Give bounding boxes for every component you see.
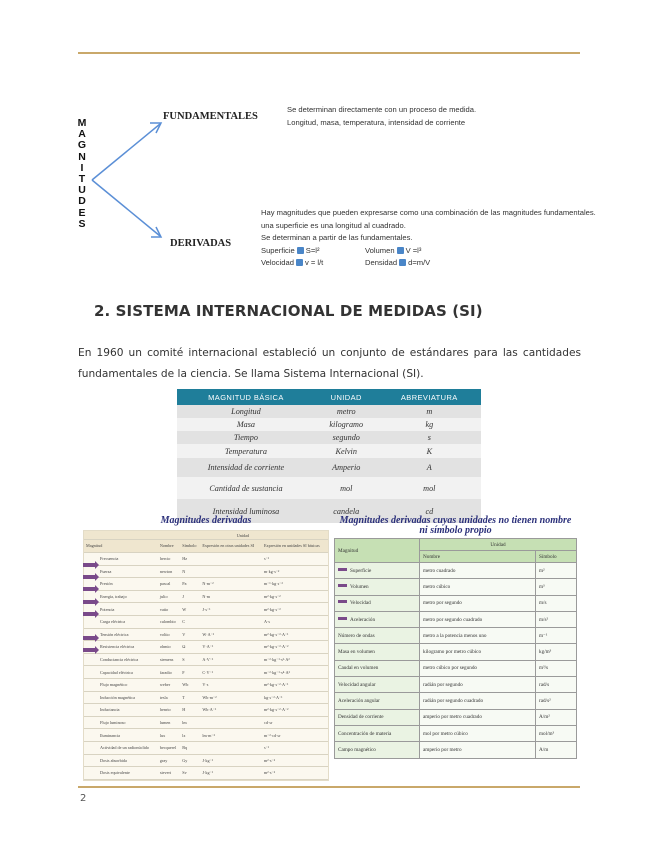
derived-cell: S [180,653,200,666]
derived-cell: T [180,691,200,704]
no-name-row [335,595,577,611]
formula-expr: v = l/t [304,258,324,267]
vertical-letter: I [80,161,84,174]
si-row [177,477,481,499]
derived-row [84,754,328,767]
formula-name: Volumen [365,245,395,255]
si-units-table [177,389,481,523]
derived-row [84,729,328,742]
derived-cell: gray [158,754,180,767]
derived-units-table [84,531,328,780]
derived-row [84,553,328,566]
section-title: 2. SISTEMA INTERNACIONAL DE MEDIDAS (SI) [94,302,483,320]
derived-cell: V·s [200,678,262,691]
no-name-cell: amperio por metro cuadrado [420,709,536,725]
deriv-line-2: una superficie es una longitud al cuadrado. [261,220,406,230]
row-marker-arrow-icon [338,584,347,587]
vertical-letter: N [78,150,86,163]
page-number: 2 [80,793,87,804]
derived-row [84,603,328,616]
bottom-rule [78,786,580,788]
derived-row [84,565,328,578]
derived-row [84,628,328,641]
derived-col-header: Nombre [158,540,180,553]
vertical-letter: T [78,173,86,186]
derived-no-name-table [334,538,577,759]
col-simbolo: Símbolo [536,551,577,563]
arrow-box-icon [296,259,303,266]
derived-cell: lux [158,729,180,742]
derived-row [84,615,328,628]
derived-cell: m²·s⁻² [262,754,328,767]
si-col-header: ABREVIATURA [378,389,481,405]
derived-cell: Iluminancia [84,729,158,742]
no-name-cell: Concentración de materia [335,725,420,741]
no-name-cell: metro por segundo cuadrado [420,611,536,627]
derived-cell: Dosis equivalente [84,767,158,780]
derived-cell: m²·kg·s⁻² [262,590,328,603]
si-row [177,405,481,418]
section-paragraph: En 1960 un comité internacional estableció un conjunto de estándares para las cantidades fundamentales de la ciencia. Se llama Sistema Internacional (SI). [78,347,581,380]
formula-expr: V =l³ [405,245,422,255]
derived-cell: lm·m⁻² [200,729,262,742]
derived-cell: Bq [180,741,200,754]
derived-row [84,678,328,691]
no-name-cell-text: Velocidad [350,600,371,607]
no-name-row [335,742,577,758]
derived-cell: Resistencia eléctrica [84,641,158,654]
derived-cell: N [180,565,200,578]
derived-cell: Wb [180,678,200,691]
no-name-cell: radián por segundo [420,677,536,693]
derived-cell [200,565,262,578]
no-name-cell: Número de ondas [335,628,420,644]
no-name-row [335,563,577,579]
derived-cell: m²·kg·s⁻³·A⁻² [262,641,328,654]
vertical-letter: D [78,195,86,208]
si-cell: Temperatura [177,444,315,458]
si-cell: mol [315,477,378,499]
formula-name: Densidad [365,258,398,267]
derived-cell: m⁻¹·kg·s⁻² [262,578,328,591]
derived-cell: becquerel [158,741,180,754]
derived-cell: Hz [180,553,200,566]
derived-cell: m⁻²·kg⁻¹·s³·A² [262,653,328,666]
row-marker-arrow-icon [338,568,347,571]
derived-cell: Frecuencia [84,553,158,566]
deriv-line-3: Se determinan a partir de las fundamentales. [261,233,413,242]
col-nombre: Nombre [420,551,536,563]
no-name-cell-text: Volumen [350,583,369,590]
derived-col-header: Expresión en otras unidades SI [200,540,262,553]
si-cell: s [378,431,481,444]
derived-cell: J·s⁻¹ [200,603,262,616]
derived-cell: A·V⁻¹ [200,653,262,666]
si-cell: A [378,458,481,477]
si-cell: segundo [315,431,378,444]
derived-cell [200,615,262,628]
si-cell: Amperio [315,458,378,477]
arrow-box-icon [397,247,404,254]
bracket-arrows [90,118,170,248]
derived-row [84,641,328,654]
no-name-cell: Masa en volumen [335,644,420,660]
si-table-header [177,389,481,405]
no-name-cell: Densidad de corriente [335,709,420,725]
no-name-cell: kg/m³ [536,644,577,660]
derived-cell: Inductancia [84,704,158,717]
vertical-letter: U [78,184,86,197]
no-name-cell-text: Superficie [350,567,372,574]
no-name-cell [335,563,420,579]
si-cell: K [378,444,481,458]
si-cell: Intensidad luminosa [177,499,315,523]
no-name-row [335,579,577,595]
no-name-row [335,677,577,693]
derived-panel-title: Magnitudes derivadas [160,515,252,526]
derived-cell: m²·kg·s⁻²·A⁻¹ [262,678,328,691]
vertical-letter: A [78,128,86,141]
derived-cell: newton [158,565,180,578]
vertical-letter: M [77,117,87,129]
si-row [177,458,481,477]
derivadas-label: DERIVADAS [170,238,232,249]
no-name-cell: metro cúbico por segundo [420,660,536,676]
derived-cell: Wb·A⁻¹ [200,704,262,717]
derived-cell: J·kg⁻¹ [200,754,262,767]
si-cell: kg [378,418,481,431]
derived-cell: Conductancia eléctrica [84,653,158,666]
si-row [177,418,481,431]
fundamentales-text [287,104,476,129]
derived-cell: Capacidad eléctrica [84,666,158,679]
derived-cell: lx [180,729,200,742]
derived-cell: Inducción magnética [84,691,158,704]
derived-cell: tesla [158,691,180,704]
derived-row [84,716,328,729]
top-rule [78,52,580,54]
derived-cell: H [180,704,200,717]
no-name-cell: m³/s [536,660,577,676]
row-marker-arrow-icon [83,636,95,640]
no-name-cell: rad/s [536,677,577,693]
formula-expr: S=l² [305,245,320,255]
derived-cell: Actividad de un radionúclido [84,741,158,754]
no-name-cell: mol por metro cúbico [420,725,536,741]
derived-cell: Energía, trabajo [84,590,158,603]
no-name-cell: metro cuadrado [420,563,536,579]
vertical-letter: E [78,206,86,219]
formula-expr: d=m/V [408,258,431,267]
si-cell: cd [378,499,481,523]
no-name-cell: m/s² [536,611,577,627]
derived-cell: Flujo magnético [84,678,158,691]
derived-cell [200,553,262,566]
derived-cell: m²·s⁻² [262,767,328,780]
arrow-box-icon [297,247,304,254]
derived-cell: Wb·m⁻² [200,691,262,704]
formula-row-2 [261,257,596,270]
no-name-cell: m/s [536,595,577,611]
derived-group-header: Unidad [158,531,328,540]
derived-cell: sievert [158,767,180,780]
derived-col-header: Expresión en unidades SI básicas [262,540,328,553]
si-cell: Kelvin [315,444,378,458]
derived-cell: Ω [180,641,200,654]
no-name-cell-text: Aceleración [350,616,376,623]
vertical-letter: G [77,139,87,152]
derived-cell: J [180,590,200,603]
no-name-cell: Aceleración angular [335,693,420,709]
no-name-cell: rad/s² [536,693,577,709]
row-marker-arrow-icon [83,600,95,604]
row-marker-arrow-icon [83,575,95,579]
row-marker-arrow-icon [83,648,95,652]
derived-cell: vatio [158,603,180,616]
deriv-line-1: Hay magnitudes que pueden expresarse como una combinación de las magnitudes fundamentales. [261,208,596,217]
no-name-cell: m² [536,563,577,579]
derived-col-header: Símbolo [180,540,200,553]
si-row [177,431,481,444]
derived-cell: faradio [158,666,180,679]
no-name-cell: Caudal en volumen [335,660,420,676]
col-unidad-group: Unidad [420,539,577,551]
derived-cell: lumen [158,716,180,729]
derived-cell: s⁻¹ [262,741,328,754]
no-name-cell: mol/m³ [536,725,577,741]
derived-cell: m²·kg·s⁻³·A⁻¹ [262,628,328,641]
no-name-cell: Velocidad angular [335,677,420,693]
no-name-cell [335,579,420,595]
derived-cell: siemens [158,653,180,666]
derived-cell: kg·s⁻²·A⁻¹ [262,691,328,704]
row-marker-arrow-icon [338,600,347,603]
derived-cell: Gy [180,754,200,767]
no-name-cell: amperio por metro [420,742,536,758]
derived-col-spacer [84,531,158,540]
col-magnitud: Magnitud [335,539,420,563]
derived-cell: m⁻²·cd·sr [262,729,328,742]
derivadas-text [261,207,596,270]
derived-cell: m·kg·s⁻² [262,565,328,578]
derived-row [84,578,328,591]
fund-line-2: Longitud, masa, temperatura, intensidad de corriente [287,117,466,127]
derived-cell: J·kg⁻¹ [200,767,262,780]
si-row [177,444,481,458]
no-name-cell: metro cúbico [420,579,536,595]
arrow-box-icon [399,259,406,266]
derived-row [84,741,328,754]
derived-cell: ohmio [158,641,180,654]
no-name-cell: m³ [536,579,577,595]
row-marker-arrow-icon [83,563,95,567]
no-name-cell: metro por segundo [420,595,536,611]
derived-cell: F [180,666,200,679]
formula-name: Velocidad [261,258,294,267]
fund-line-1: Se determinan directamente con un proceso de medida. [287,105,477,114]
si-cell: Tiempo [177,431,315,444]
si-cell: m [378,405,481,418]
no-name-cell [335,611,420,627]
formula-row-1 [261,245,596,258]
si-cell: Cantidad de sustancia [177,477,315,499]
derived-cell: Flujo luminoso [84,716,158,729]
derived-cell: weber [158,678,180,691]
vertical-letter: S [78,217,86,230]
derived-cell: julio [158,590,180,603]
derived-cell: voltio [158,628,180,641]
derived-cell: Pa [180,578,200,591]
si-cell: Longitud [177,405,315,418]
no-name-row [335,709,577,725]
derived-no-name-panel [334,515,577,753]
fundamentales-label: FUNDAMENTALES [163,111,258,122]
si-cell: metro [315,405,378,418]
derived-cell: lm [180,716,200,729]
derived-cell: m²·kg·s⁻³ [262,603,328,616]
no-name-cell: A/m [536,742,577,758]
derived-cell [200,741,262,754]
formula-name: Superficie [261,245,295,255]
derived-cell: hercio [158,553,180,566]
derived-cell: m²·kg·s⁻²·A⁻² [262,704,328,717]
no-name-cell: A/m² [536,709,577,725]
no-name-row [335,628,577,644]
no-name-row [335,611,577,627]
derived-cell: Carga eléctrica [84,615,158,628]
derived-row [84,653,328,666]
no-name-row [335,725,577,741]
derived-cell: N·m [200,590,262,603]
no-name-cell: kilogramo por metro cúbico [420,644,536,660]
derived-cell: C·V⁻¹ [200,666,262,679]
derived-magnitudes-panel [83,515,329,776]
derived-cell: pascal [158,578,180,591]
derived-cell: W [180,603,200,616]
derived-cell: s⁻¹ [262,553,328,566]
derived-cell: Fuerza [84,565,158,578]
no-name-row [335,644,577,660]
derived-cell: V·A⁻¹ [200,641,262,654]
derived-cell: Dosis absorbida [84,754,158,767]
derived-col-header: Magnitud [84,540,158,553]
derived-cell: Tensión eléctrica [84,628,158,641]
derived-no-name-title: Magnitudes derivadas cuyas unidades no tienen nombre ni símbolo propio [339,515,572,536]
derived-row [84,767,328,780]
derived-row [84,666,328,679]
row-marker-arrow-icon [338,617,347,620]
si-cell: Intensidad de corriente [177,458,315,477]
derived-cell: Presión [84,578,158,591]
vertical-magnitudes-label [77,118,87,230]
si-col-header: MAGNITUD BÁSICA [177,389,315,405]
no-name-cell: m⁻¹ [536,628,577,644]
row-marker-arrow-icon [83,587,95,591]
no-name-cell: radián por segundo cuadrado [420,693,536,709]
derived-cell: m⁻²·kg⁻¹·s⁴·A² [262,666,328,679]
derived-cell: A·s [262,615,328,628]
si-cell: kilogramo [315,418,378,431]
derived-row [84,590,328,603]
si-cell: mol [378,477,481,499]
derived-cell: Potencia [84,603,158,616]
si-cell: candela [315,499,378,523]
derived-row [84,691,328,704]
derived-cell: henrio [158,704,180,717]
derived-cell: V [180,628,200,641]
derived-cell: culombio [158,615,180,628]
derived-cell: W·A⁻¹ [200,628,262,641]
derived-cell: Sv [180,767,200,780]
no-name-row [335,693,577,709]
si-col-header: UNIDAD [315,389,378,405]
derived-cell [200,716,262,729]
no-name-cell [335,595,420,611]
derived-cell: cd·sr [262,716,328,729]
no-name-row [335,660,577,676]
no-name-cell: Campo magnético [335,742,420,758]
row-marker-arrow-icon [83,612,95,616]
si-cell: Masa [177,418,315,431]
derived-row [84,704,328,717]
derived-cell: C [180,615,200,628]
derived-cell: N·m⁻² [200,578,262,591]
no-name-cell: metro a la potencia menos uno [420,628,536,644]
